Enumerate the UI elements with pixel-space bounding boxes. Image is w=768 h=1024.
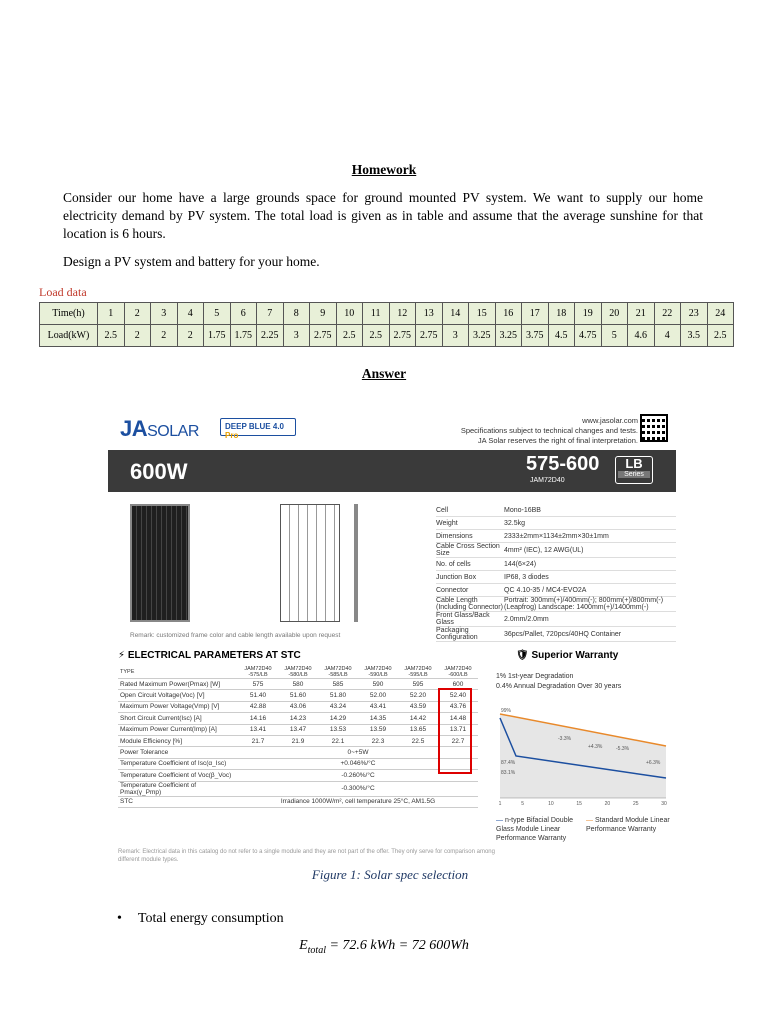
elec-extra-row [118,796,478,807]
elec-cell: Maximum Power Current(Imp) [A] [118,724,238,735]
elec-cell: 585 [318,679,358,690]
elec-cell: 52.40 [438,690,478,701]
design-paragraph: Design a PV system and battery for your home. [63,254,320,269]
elec-cell: 51.80 [318,690,358,701]
elec-cell: 22.7 [438,735,478,746]
time-cell: 10 [336,303,363,325]
warranty-label: -3.3% [558,736,572,742]
elec-extra-row [118,747,478,758]
elec-extra-row [118,781,478,796]
deep-blue-logo: DEEP BLUE 4.0 Pro [220,418,296,436]
elec-header-cell: JAM72D40 -590/LB [358,666,398,679]
load-cell: 2.25 [257,325,284,347]
time-cell: 15 [469,303,496,325]
time-cell: 8 [283,303,310,325]
spec-key: Dimensions [436,532,473,540]
elec-cell: 590 [358,679,398,690]
load-cell: 3.25 [469,325,496,347]
elec-extra-value: Irradiance 1000W/m², cell temperature 25°C, AM1.5G [238,796,478,807]
spec-row [436,558,676,571]
elec-extra-key: STC [118,796,238,807]
load-cell: 2.5 [336,325,363,347]
elec-cell: 595 [398,679,438,690]
time-cell: 4 [177,303,204,325]
elec-cell: 43.24 [318,701,358,712]
load-data-label: Load data [39,285,87,299]
elec-header-cell: JAM72D40 -580/LB [278,666,318,679]
spec-row [436,584,676,597]
elec-header-cell: TYPE [118,666,238,679]
time-cell: 7 [257,303,284,325]
time-cell: 19 [575,303,602,325]
elec-cell: 14.48 [438,713,478,724]
spec-value: 2.0mm/2.0mm [504,615,549,623]
elec-row [118,690,478,701]
warranty-label: +4.3% [588,744,603,750]
time-cell: 23 [681,303,708,325]
warranty-text: 1% 1st-year Degradation 0.4% Annual Degradation Over 30 years [496,673,622,690]
spec-key: Junction Box [436,573,477,581]
load-cell: 1.75 [204,325,231,347]
problem-paragraph: Consider our home have a large grounds space for ground mounted PV system. We want to supply our home electricity demand by PV system. The total load is given as in table and assume that the average sunshine for that location is 6 hours. [63,190,703,241]
elec-cell: 43.59 [398,701,438,712]
elec-cell: 22.1 [318,735,358,746]
elec-cell: 21.9 [278,735,318,746]
elec-row [118,713,478,724]
homework-title: Homework [351,162,417,177]
elec-cell: 14.35 [358,713,398,724]
time-cell: 18 [548,303,575,325]
spec-key: Weight [436,519,458,527]
time-row [40,303,734,325]
time-cell: 2 [124,303,151,325]
elec-cell: 13.47 [278,724,318,735]
elec-cell: 43.76 [438,701,478,712]
spec-key: Connector [436,586,469,594]
elec-cell: 14.42 [398,713,438,724]
electrical-heading: ⚡ ELECTRICAL PARAMETERS AT STC [118,650,301,661]
elec-extra-row [118,758,478,769]
solar-datasheet [108,404,676,866]
spec-row [436,504,676,517]
load-cell: 4.75 [575,325,602,347]
spec-key: Cable Cross Section Size [436,543,500,557]
warranty-x-tick: 10 [548,801,554,806]
elec-cell: 14.16 [238,713,278,724]
panel-side-drawing [354,504,358,622]
elec-cell: 14.29 [318,713,358,724]
load-cell: 4 [654,325,681,347]
elec-cell: 52.00 [358,690,398,701]
spec-value: Portrait: 300mm(+)/400mm(-); 800mm(+)/800mm(-)(Leapfrog) Landscape: 1400mm(+)/1400mm(-) [504,597,664,611]
warranty-x-tick: 30 [661,801,667,806]
warranty-label: -5.3% [616,746,630,752]
elec-header-cell: JAM72D40 -595/LB [398,666,438,679]
load-cell: 4.6 [628,325,655,347]
spec-value: 36pcs/Pallet, 720pcs/40HQ Container [504,630,622,638]
time-cell: 5 [204,303,231,325]
elec-cell: 13.59 [358,724,398,735]
warranty-x-tick: 5 [521,801,525,806]
load-cell: 4.5 [548,325,575,347]
load-cell: 2.5 [363,325,390,347]
elec-cell: 575 [238,679,278,690]
spec-row [436,612,676,627]
load-cell: 3.25 [495,325,522,347]
elec-row [118,735,478,746]
time-cell: 3 [151,303,178,325]
elec-extra-key: Temperature Coefficient of Isc(α_Isc) [118,758,238,769]
warranty-heading: 🛡 Superior Warranty [516,650,619,661]
load-cell: 5 [601,325,628,347]
elec-cell: 22.5 [398,735,438,746]
elec-extra-row [118,770,478,781]
elec-extra-key: Power Tolerance [118,747,238,758]
legend-bifacial: — n-type Bifacial Double Glass Module Linear Performance Warranty [496,817,574,842]
time-cell: 17 [522,303,549,325]
time-cell: 9 [310,303,337,325]
elec-cell: 51.60 [278,690,318,701]
spec-key: Cell [436,506,449,514]
warranty-x-tick: 20 [604,801,611,806]
spec-row [436,543,676,558]
time-header: Time(h) [40,303,98,325]
elec-header-row [118,666,478,679]
load-cell: 2.5 [707,325,734,347]
load-cell: 3 [283,325,310,347]
elec-extra-key: Temperature Coefficient of Voc(β_Voc) [118,770,238,781]
elec-header-cell: JAM72D40 -585/LB [318,666,358,679]
time-cell: 11 [363,303,390,325]
spec-value: 32.5kg [504,519,526,527]
warranty-label: +6.3% [646,760,661,766]
elec-cell: Maximum Power Voltage(Vmp) [V] [118,701,238,712]
mechanical-spec-table [436,504,676,642]
elec-cell: 13.53 [318,724,358,735]
load-cell: 3.75 [522,325,549,347]
elec-cell: 13.71 [438,724,478,735]
elec-cell: Module Efficiency [%] [118,735,238,746]
time-cell: 16 [495,303,522,325]
spec-value: QC 4.10-35 / MC4-EVO2A [504,586,587,594]
elec-cell: 580 [278,679,318,690]
load-cell: 3.5 [681,325,708,347]
load-cell: 2.75 [389,325,416,347]
spec-key: Front Glass/Back Glass [436,612,490,626]
spec-row [436,627,676,642]
spec-key: No. of cells [436,560,471,568]
warranty-x-tick: 15 [576,801,582,806]
elec-extra-value: -0.300%/°C [238,781,478,796]
elec-cell: 13.65 [398,724,438,735]
spec-value: 2333±2mm×1134±2mm×30±1mm [504,532,609,540]
load-cell: 3 [442,325,469,347]
elec-extra-value: -0.260%/°C [238,770,478,781]
elec-cell: 14.23 [278,713,318,724]
load-cell: 2.75 [416,325,443,347]
figure-caption: Figure 1: Solar spec selection [311,867,469,882]
elec-cell: Short Circuit Current(Isc) [A] [118,713,238,724]
warranty-label: 83.1% [501,770,516,776]
panel-front-drawing [130,504,190,622]
selected-600w-highlight [438,688,472,774]
elec-row [118,679,478,690]
load-header: Load(kW) [40,325,98,347]
elec-cell: 600 [438,679,478,690]
spec-key: Cable Length (Including Connector) [436,597,503,611]
warranty-label: 99% [501,708,512,714]
time-cell: 12 [389,303,416,325]
time-cell: 1 [98,303,125,325]
ja-solar-logo: JASOLAR [120,416,199,441]
load-cell: 2 [177,325,204,347]
electrical-table [118,666,478,808]
power-band [108,450,676,492]
elec-row [118,724,478,735]
spec-value: IP68, 3 diodes [504,573,549,581]
elec-cell: 21.7 [238,735,278,746]
warranty-chart [496,702,668,806]
elec-cell: 42.88 [238,701,278,712]
elec-cell: 22.3 [358,735,398,746]
time-cell: 20 [601,303,628,325]
time-cell: 13 [416,303,443,325]
time-cell: 6 [230,303,257,325]
elec-cell: Rated Maximum Power(Pmax) [W] [118,679,238,690]
load-cell: 2 [124,325,151,347]
elec-cell: Open Circuit Voltage(Voc) [V] [118,690,238,701]
load-row [40,325,734,347]
elec-cell: 43.41 [358,701,398,712]
remark-customized: Remark: customized frame color and cable length available upon request [130,632,341,639]
spec-note: www.jasolar.com Specifications subject to technical changes and tests. JA Solar reserves the right of final interpretation. [460,416,638,445]
power-range: 575-600 [526,453,600,475]
model-name: JAM72D40 [530,477,565,484]
load-cell: 2.5 [98,325,125,347]
panel-back-drawing [280,504,340,622]
spec-row [436,517,676,530]
remark-electrical: Remark: Electrical data in this catalog do not refer to a single module and they are not part of the offer. They only serve for comparison among different module types. [118,849,495,863]
elec-header-cell: JAM72D40 -600/LB [438,666,478,679]
spec-row [436,597,676,612]
elec-row [118,701,478,712]
time-cell: 22 [654,303,681,325]
legend-standard: — Standard Module Linear Performance Warranty [586,817,670,833]
answer-title: Answer [361,366,407,381]
elec-cell: 13.41 [238,724,278,735]
load-table [39,302,734,347]
spec-row [436,571,676,584]
qr-code-icon [640,414,668,442]
load-cell: 1.75 [230,325,257,347]
elec-extra-value: 0~+5W [238,747,478,758]
spec-key: Packaging Configuration [436,627,478,641]
elec-cell: 52.20 [398,690,438,701]
time-cell: 14 [442,303,469,325]
elec-cell: 51.40 [238,690,278,701]
load-cell: 2.75 [310,325,337,347]
spec-row [436,530,676,543]
energy-formula: $E_{total} = 72.6$ kWh = 72 600Wh [299,938,469,956]
elec-cell: 43.06 [278,701,318,712]
elec-header-cell: JAM72D40 -575/LB [238,666,278,679]
time-cell: 21 [628,303,655,325]
spec-value: Mono-16BB [504,506,541,514]
load-cell: 2 [151,325,178,347]
time-cell: 24 [707,303,734,325]
spec-value: 4mm² (IEC), 12 AWG(UL) [504,546,584,554]
warranty-x-tick: 25 [632,801,639,806]
spec-value: 144(6×24) [504,560,537,568]
elec-extra-value: +0.046%/°C [238,758,478,769]
warranty-label: 87.4% [501,760,516,766]
lb-series-badge: LB Series [615,456,653,484]
bullet-total-energy: • Total energy consumption [117,911,284,926]
power-rating: 600W [130,459,188,484]
elec-extra-key: Temperature Coefficient of Pmax(γ_Pmp) [118,781,238,796]
warranty-x-tick: 1 [498,801,502,806]
